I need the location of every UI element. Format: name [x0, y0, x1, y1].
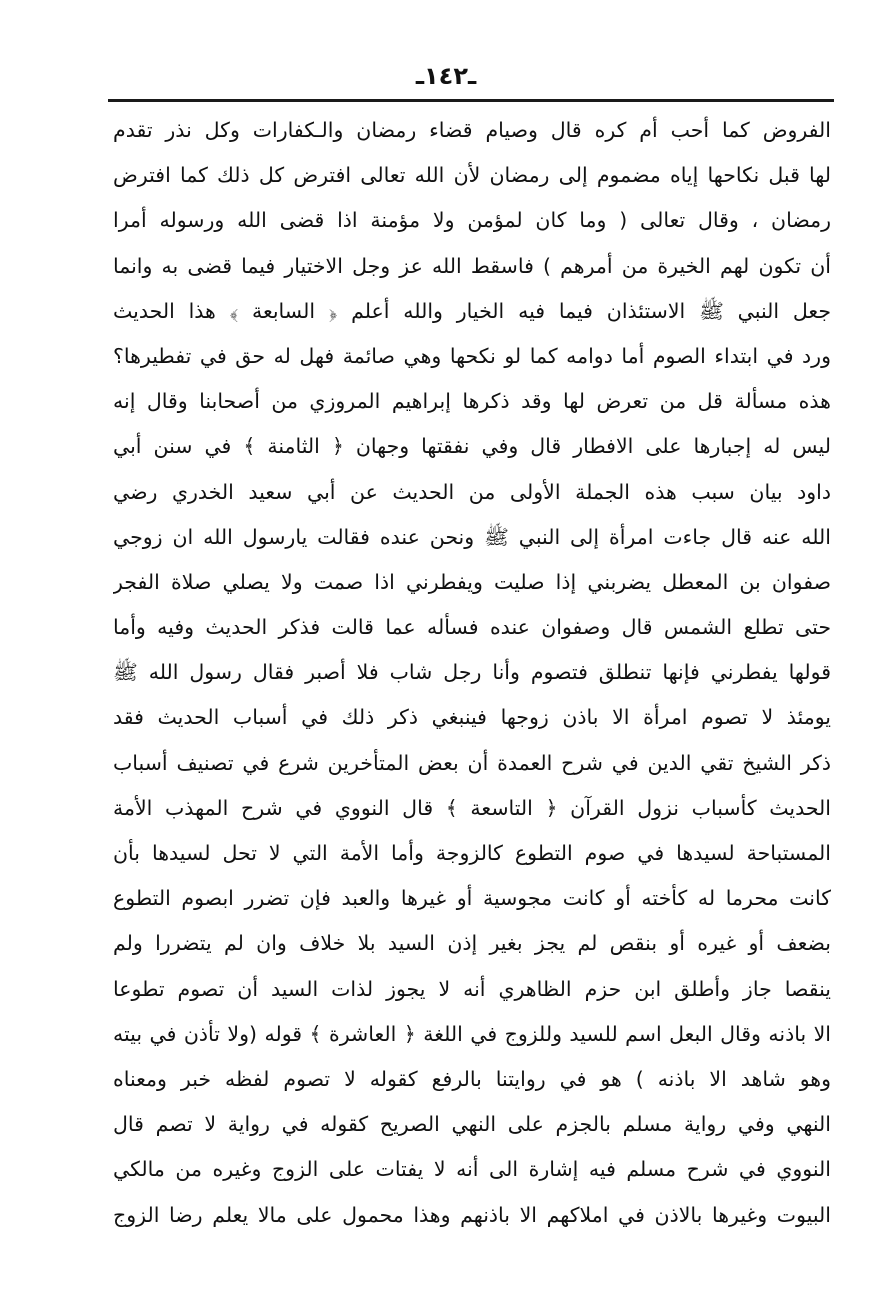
- text-line: الحديث كأسباب نزول القرآن ﴿ التاسعة ﴾ قال النووي في شرح المهذب الأمة: [113, 795, 831, 820]
- text-line: ينقصا جاز وأطلق ابن حزم الظاهري أنه لا يجوز لذات السيد أن تصوم تطوعا: [113, 976, 831, 1001]
- header-rule: [108, 99, 834, 102]
- text-line: داود بيان سبب هذه الجملة الأولى من الحديث عن أبي سعيد الخدري رضي: [113, 479, 831, 504]
- text-line: المستباحة لسيدها في صوم التطوع كالزوجة وأما الأمة التي لا تحل لسيدها بأن: [113, 841, 831, 865]
- text-line: الا باذنه وقال البعل اسم للسيد وللزوج في اللغة ﴿ العاشرة ﴾ قوله (ولا تأذن في بيته: [113, 1021, 831, 1046]
- body-text: [113, 108, 831, 1238]
- text-line: بضعف أو غيره أو بنقص لم يجز بغير إذن السيد بلا خلاف وان لم يتضررا ولم: [113, 931, 831, 956]
- text-line: ليس له إجبارها على الافطار قال وفي نفقتها وجهان ﴿ الثامنة ﴾ في سنن أبي: [113, 434, 831, 459]
- text-line: النهي وفي رواية مسلم بالجزم على النهي الصريح كقوله في رواية لا تصم قال: [113, 1112, 831, 1137]
- text-line: قولها يفطرني فإنها تنطلق فتصوم وأنا رجل شاب فلا أصبر فقال رسول الله ﷺ: [113, 660, 831, 685]
- text-line: الله عنه قال جاءت امرأة إلى النبي ﷺ ونحن عنده فقالت يارسول الله ان زوجي: [113, 524, 831, 549]
- text-line: ذكر الشيخ تقي الدين في شرح العمدة أن بعض المتأخرين شرع في تصنيف أسباب: [113, 750, 831, 775]
- text-line: رمضان ، وقال تعالى ( وما كان لمؤمن ولا مؤمنة اذا قضى الله ورسوله أمرا: [113, 208, 831, 233]
- text-line: هذه مسألة قل من تعرض لها وقد ذكرها إبراهيم المروزي من أصحابنا وقال إنه: [113, 389, 831, 414]
- text-line: كانت محرما له كأخته أو كانت مجوسية أو غيرها والعبد فإن تضرر ابصوم التطوع: [113, 886, 831, 911]
- text-line: النووي في شرح مسلم فيه إشارة الى أنه لا يفتات على الزوج وغيره من مالكي: [113, 1157, 831, 1182]
- page-number: ـ١٤٢ـ: [415, 62, 477, 90]
- text-line: البيوت وغيرها بالاذن في املاكهم الا باذنهم وهذا محمول على مالا يعلم رضا الزوج: [113, 1202, 831, 1227]
- text-line: الفروض كما أحب أم كره قال وصيام قضاء رمضان والـكفارات وكل نذر تقدم: [113, 118, 831, 142]
- text-line: صفوان بن المعطل يضربني إذا صليت ويفطرني اذا صمت ولا يصلي صلاة الفجر: [113, 569, 831, 594]
- text-line: حتى تطلع الشمس قال وصفوان عنده فسأله عما قالت فذكر الحديث وفيه وأما: [113, 615, 831, 640]
- text-line: لها قبل نكاحها إياه مضموم إلى رمضان لأن الله تعالى افترض كل ذلك كما افترض: [113, 163, 831, 188]
- text-line: يومئذ لا تصوم امرأة الا باذن زوجها فينبغي ذكر ذلك في أسباب الحديث فقد: [113, 705, 831, 730]
- text-line: جعل النبي ﷺ الاستئذان فيما فيه الخيار والله أعلم ﴿ السابعة ﴾ هذا الحديث: [113, 298, 831, 323]
- text-line: ورد في ابتداء الصوم أما دوامه كما لو نكحها وهي صائمة فهل له حق في تفطيرها؟: [113, 343, 831, 368]
- text-line: أن تكون لهم الخيرة من أمرهم ) فاسقط الله عز وجل الاختيار فيما قضى به وانما: [113, 253, 831, 278]
- text-line: وهو شاهد الا باذنه ) هو في روايتنا بالرفع كقوله لا تصوم لفظه خبر ومعناه: [113, 1066, 831, 1091]
